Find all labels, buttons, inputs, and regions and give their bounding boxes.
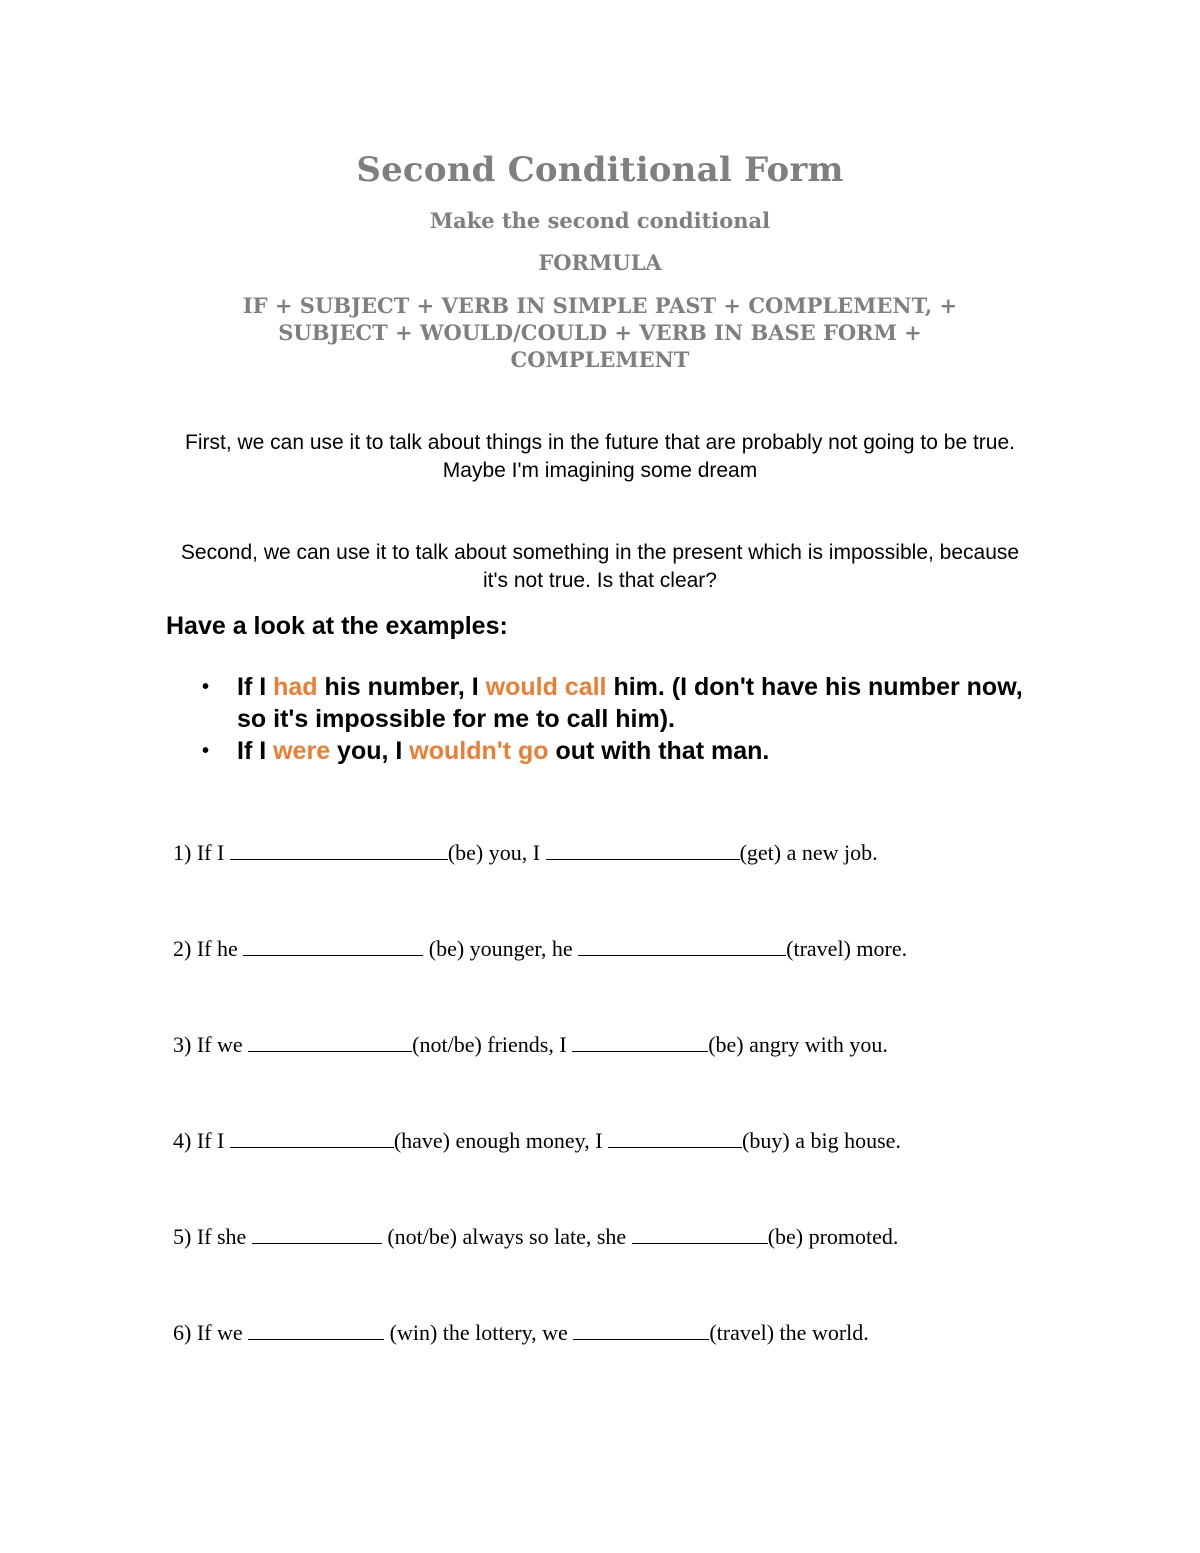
bullet-icon: • xyxy=(202,740,210,762)
example-highlight: had xyxy=(273,673,318,701)
page-subtitle: Make the second conditional xyxy=(429,208,771,233)
answer-blank[interactable] xyxy=(632,1223,768,1244)
exercise-text: (be) younger, he xyxy=(423,936,579,961)
exercise-text: (buy) a big house. xyxy=(742,1128,901,1153)
answer-blank[interactable] xyxy=(230,1127,394,1148)
answer-blank[interactable] xyxy=(546,839,740,860)
answer-blank[interactable] xyxy=(248,1319,384,1340)
exercise-item xyxy=(173,838,1073,934)
example-highlight: were xyxy=(273,737,331,765)
answer-blank[interactable] xyxy=(252,1223,382,1244)
exercise-text: 3) If we xyxy=(173,1032,249,1057)
answer-blank[interactable] xyxy=(230,839,448,860)
formula-text: IF + SUBJECT + VERB IN SIMPLE PAST + COMPLEMENT, + SUBJECT + WOULD/COULD + VERB IN BASE FORM + COMPLEMENT xyxy=(242,293,958,372)
example-item xyxy=(196,735,1056,767)
exercise-text: (have) enough money, I xyxy=(393,1128,609,1153)
exercise-text: (travel) more. xyxy=(786,936,908,961)
answer-blank[interactable] xyxy=(578,935,786,956)
example-text: his number, I xyxy=(317,673,486,701)
page-title: Second Conditional Form xyxy=(356,150,844,190)
exercise-text: 4) If I xyxy=(173,1128,230,1153)
exercise-list xyxy=(173,838,1073,1414)
answer-blank[interactable] xyxy=(572,1031,708,1052)
explanation-first-use: First, we can use it to talk about things in the future that are probably not going to be true. Maybe I'm imagining some dream xyxy=(185,431,1015,482)
exercise-item xyxy=(173,1222,1073,1318)
exercise-text: (win) the lottery, we xyxy=(384,1320,574,1345)
formula-label: FORMULA xyxy=(538,250,662,275)
exercise-item xyxy=(173,1126,1073,1222)
answer-blank[interactable] xyxy=(248,1031,412,1052)
example-text: out with that man. xyxy=(548,737,770,765)
exercise-text: (be) promoted. xyxy=(767,1224,899,1249)
answer-blank[interactable] xyxy=(243,935,423,956)
example-text: you, I xyxy=(330,737,410,765)
exercise-text: 5) If she xyxy=(173,1224,252,1249)
example-highlight: wouldn't go xyxy=(409,737,549,765)
exercise-text: 6) If we xyxy=(173,1320,249,1345)
exercise-text: (not/be) always so late, she xyxy=(381,1224,632,1249)
exercise-text: (be) you, I xyxy=(447,840,546,865)
example-item xyxy=(196,671,1056,735)
example-text: If I xyxy=(237,673,274,701)
examples-list xyxy=(196,671,1056,767)
exercise-text: 2) If he xyxy=(173,936,244,961)
bullet-icon: • xyxy=(202,676,210,698)
exercise-text: (get) a new job. xyxy=(739,840,878,865)
answer-blank[interactable] xyxy=(573,1319,709,1340)
examples-heading: Have a look at the examples: xyxy=(166,612,508,640)
exercise-text: (not/be) friends, I xyxy=(412,1032,573,1057)
exercise-text: (travel) the world. xyxy=(709,1320,869,1345)
example-text: him. (I don't have his number now, so it's impossible for me to call him). xyxy=(237,673,1023,733)
answer-blank[interactable] xyxy=(608,1127,742,1148)
exercise-item xyxy=(173,1318,1073,1414)
exercise-text: 1) If I xyxy=(173,840,230,865)
exercise-item xyxy=(173,934,1073,1030)
exercise-text: (be) angry with you. xyxy=(708,1032,888,1057)
example-highlight: would call xyxy=(485,673,607,701)
exercise-item xyxy=(173,1030,1073,1126)
explanation-second-use: Second, we can use it to talk about something in the present which is impossible, because it's not true. Is that clear? xyxy=(180,541,1020,592)
example-text: If I xyxy=(237,737,274,765)
